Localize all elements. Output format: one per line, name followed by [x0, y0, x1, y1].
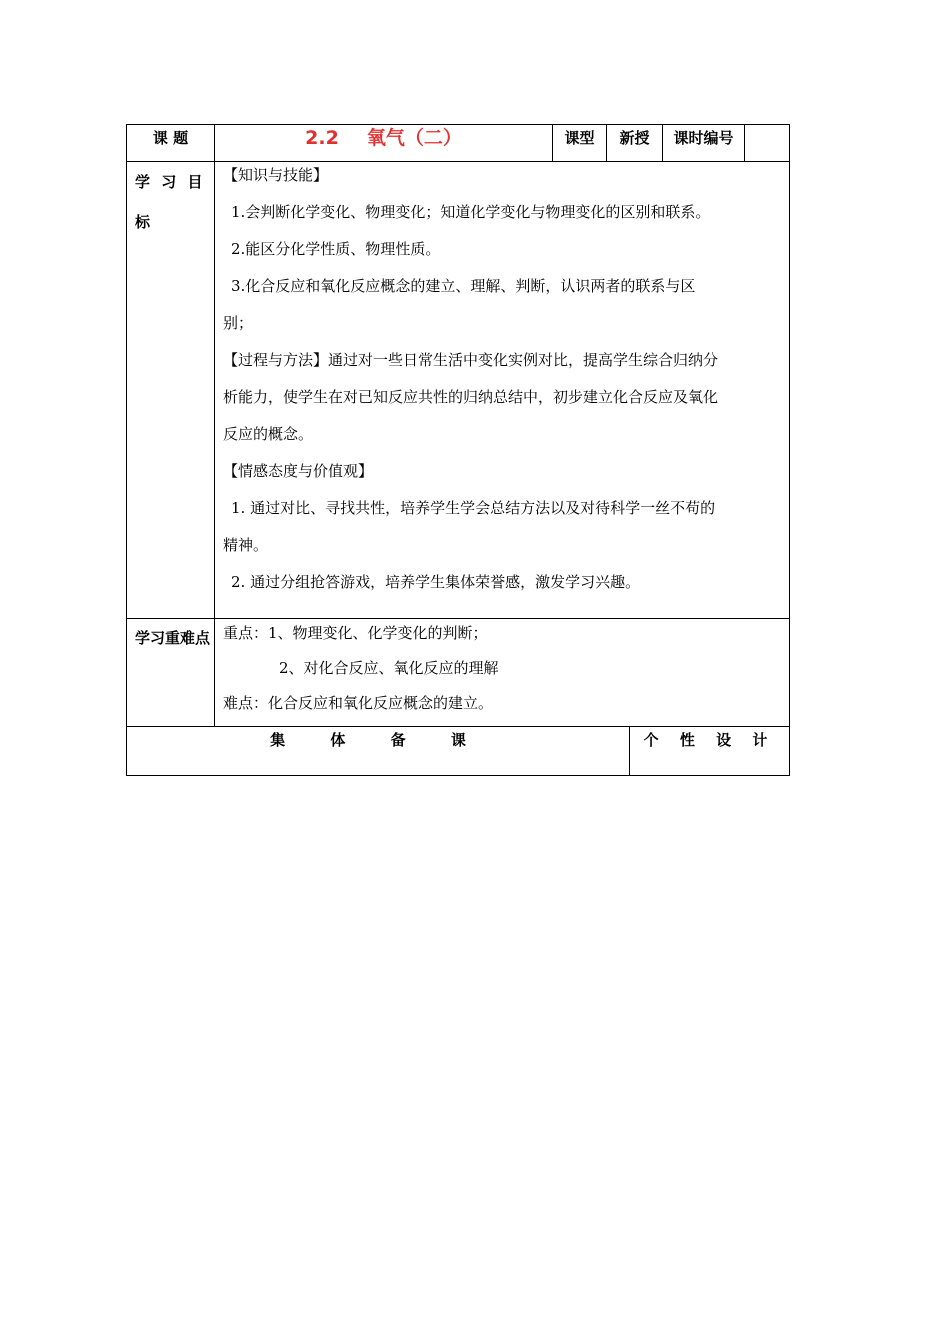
difficulty-line: 难点：化合反应和氧化反应概念的建立。 [223, 694, 494, 712]
key-points-label: 学习重难点 [135, 629, 211, 647]
label-column-divider [214, 124, 215, 726]
lesson-number: 2.2 [305, 127, 339, 149]
process-line-3: 反应的概念。 [223, 425, 314, 443]
period-label: 课时编号 [673, 129, 734, 147]
key-point-line-2: 2、对化合反应、氧化反应的理解 [279, 659, 499, 677]
lesson-title [215, 124, 552, 161]
table-border-bottom [126, 775, 790, 776]
knowledge-item-1: 1.会判断化学变化、物理变化；知道化学变化与物理变化的区别和联系。 [231, 203, 711, 221]
topic-label: 课 题 [152, 129, 189, 147]
emotion-item-1-cont: 精神。 [223, 536, 269, 554]
knowledge-item-3-cont: 别； [223, 314, 254, 332]
personal-design-label: 个 性 设 计 [643, 731, 776, 749]
knowledge-item-3: 3.化合反应和氧化反应概念的建立、理解、判断，认识两者的联系与区 [231, 277, 696, 295]
lesson-title-text: 氧气（二） [366, 127, 462, 149]
process-line-1 [223, 342, 783, 379]
table-border-right [789, 124, 790, 776]
type-label: 课型 [564, 129, 595, 147]
objectives-content [223, 157, 783, 617]
process-line-2: 析能力，使学生在对已知反应共性的归纳总结中，初步建立化合反应及氧化 [223, 388, 719, 406]
key-points-content [223, 616, 783, 724]
type-value: 新授 [619, 129, 650, 147]
key-point-line-1: 重点：1、物理变化、化学变化的判断； [223, 624, 488, 642]
lesson-plan-table [126, 124, 790, 776]
emotion-item-1: 1. 通过对比、寻找共性，培养学生学会总结方法以及对待科学一丝不苟的 [231, 499, 716, 517]
emotion-item-2: 2. 通过分组抢答游戏，培养学生集体荣誉感，激发学习兴趣。 [231, 573, 641, 591]
emotion-heading: 【情感态度与价值观】 [223, 462, 374, 480]
knowledge-item-2: 2.能区分化学性质、物理性质。 [231, 240, 441, 258]
objectives-label: 学 习 目 标 [135, 173, 206, 231]
period-value [745, 126, 789, 160]
table-border-left [126, 124, 127, 776]
process-heading: 【过程与方法】 [223, 351, 329, 369]
collective-prep-label: 集 体 备 课 [270, 731, 486, 749]
knowledge-heading: 【知识与技能】 [223, 166, 329, 184]
process-text-1: 通过对一些日常生活中变化实例对比，提高学生综合归纳分 [328, 351, 719, 369]
row-divider-3 [126, 726, 790, 727]
